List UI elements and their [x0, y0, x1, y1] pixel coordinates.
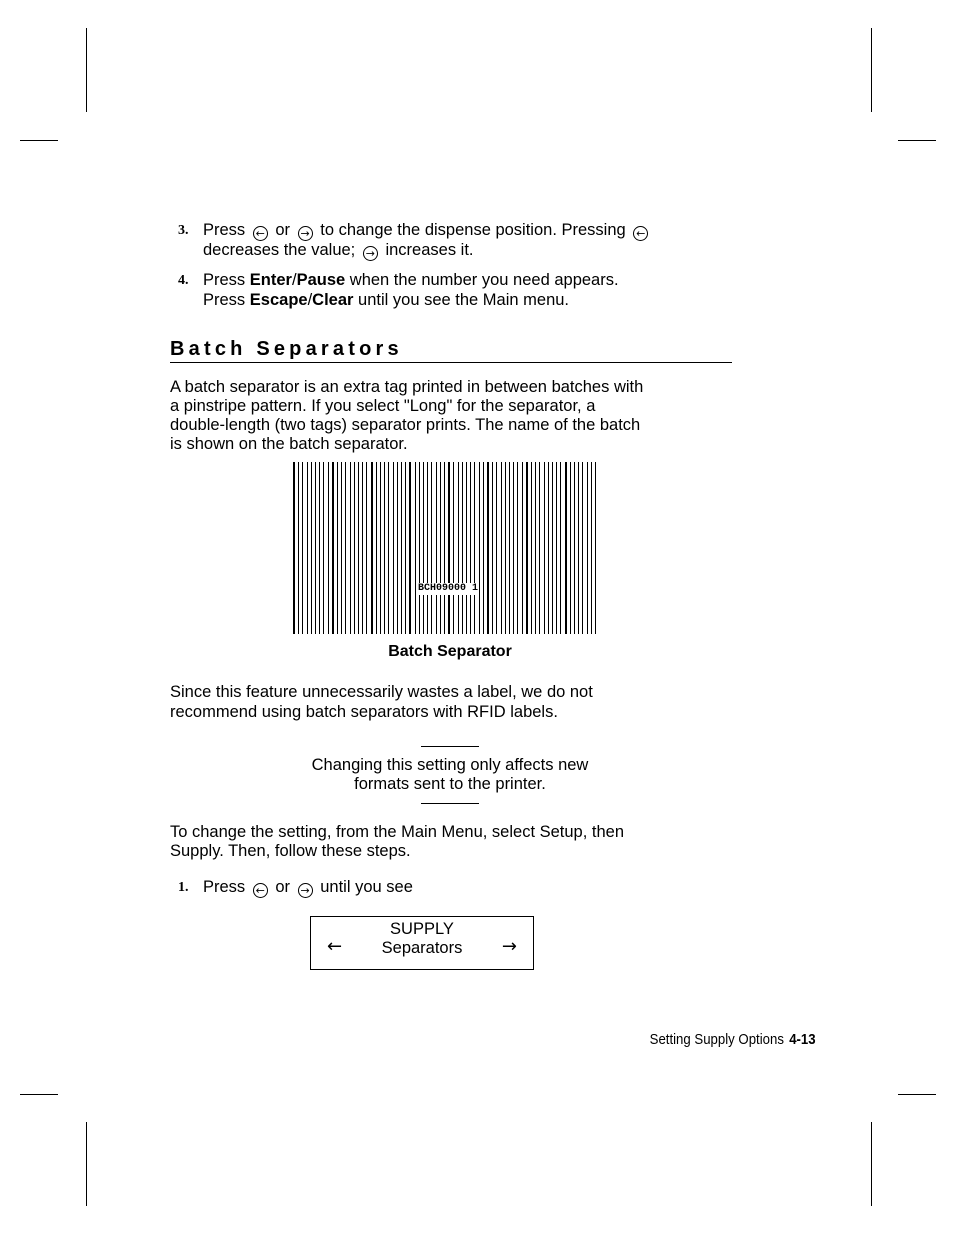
printer-display: [310, 916, 534, 970]
pinstripe-bar: [487, 462, 489, 634]
pinstripe-bar: [591, 462, 592, 634]
paragraph-line: A batch separator is an extra tag printed in between batches with: [170, 378, 644, 396]
pinstripe-bar: [517, 462, 518, 634]
section-title: Batch Separators: [170, 338, 403, 360]
crop-mark: [898, 140, 936, 141]
footer-section: Setting Supply Options: [650, 1031, 785, 1048]
step-text-part: or: [275, 221, 291, 239]
pinstripe-bar: [380, 462, 381, 634]
pinstripe-bar: [388, 462, 389, 634]
note-line: formats sent to the printer.: [354, 775, 546, 793]
pinstripe-bar: [582, 462, 583, 634]
pinstripe-bar: [311, 462, 312, 634]
step-text: [203, 221, 651, 261]
step-text-part: Press: [203, 290, 246, 309]
pinstripe-bar: [462, 462, 463, 634]
pinstripe-bar: [552, 462, 553, 634]
pinstripe-bar: [444, 462, 445, 634]
pinstripe-bar: [522, 462, 523, 634]
note: [170, 756, 730, 794]
pinstripe-bar: [358, 462, 359, 634]
step-line: [203, 241, 651, 261]
step-text-part: Press: [203, 878, 246, 896]
pinstripe-bar: [531, 462, 532, 634]
step-text-part: or: [275, 878, 291, 896]
note-rule-bottom: [421, 803, 479, 804]
right-arrow-key-icon: →: [298, 883, 313, 898]
pinstripe-bar: [384, 462, 385, 634]
paragraph-line: double-length (two tags) separator prints. The name of the batch: [170, 416, 641, 434]
paragraph-line: is shown on the batch separator.: [170, 435, 408, 453]
figure-caption: Batch Separator: [388, 643, 512, 660]
pinstripe-bar: [345, 462, 346, 634]
pinstripe-bar: [483, 462, 484, 634]
note-rule-top: [421, 746, 479, 747]
pinstripe-bar: [298, 462, 299, 634]
pinstripe-bar: [440, 462, 441, 634]
pinstripe-bar: [354, 462, 355, 634]
paragraph-line: Supply. Then, follow these steps.: [170, 842, 411, 860]
right-arrow-icon: →: [501, 936, 517, 957]
pinstripe-bar: [415, 462, 416, 634]
step-text-part: Press: [203, 271, 246, 289]
batch-name-label: BCH09000 1: [418, 583, 479, 594]
pinstripe-bar: [302, 462, 303, 634]
pinstripe-bar: [341, 462, 342, 634]
left-arrow-key-icon: ←: [633, 226, 648, 241]
left-arrow-key-icon: ←: [253, 883, 268, 898]
warning-paragraph: [170, 683, 593, 722]
step-text-part: when the number you need appears.: [349, 271, 619, 289]
pinstripe-bar: [362, 462, 363, 634]
pinstripe-bar: [565, 462, 567, 634]
paragraph-line: Since this feature unnecessarily wastes a label, we do not: [170, 683, 593, 701]
paragraph-line: To change the setting, from the Main Menu, select Setup, then: [170, 823, 625, 841]
intro-paragraph: [170, 378, 643, 454]
pinstripe-bar: [431, 462, 432, 634]
left-arrow-icon: ←: [327, 936, 343, 957]
pinstripe-bar: [501, 462, 502, 634]
pinstripe-bar: [474, 462, 475, 634]
pinstripe-bar: [448, 462, 450, 634]
pinstripe-bar: [409, 462, 411, 634]
pinstripe-bar: [371, 462, 373, 634]
page-footer: [650, 1030, 816, 1049]
pinstripe-bar: [509, 462, 510, 634]
pinstripe-bar: [513, 462, 514, 634]
crop-mark: [20, 140, 58, 141]
pinstripe-bar: [574, 462, 575, 634]
pinstripe-bar: [401, 462, 402, 634]
pinstripe-bar: [470, 462, 471, 634]
step-text-part: increases it.: [385, 241, 474, 259]
key-name: Clear: [312, 290, 354, 309]
step-text: [203, 878, 413, 898]
pinstripe-bar: [560, 462, 561, 634]
pinstripe-bar: [376, 462, 377, 634]
pinstripe-bar: [293, 462, 295, 634]
pinstripe-bar: [427, 462, 428, 634]
key-separator: /: [291, 271, 297, 289]
pinstripe-bar: [323, 462, 324, 634]
pinstripe-bar: [535, 462, 536, 634]
crop-mark: [86, 1122, 87, 1206]
pinstripe-bar: [496, 462, 497, 634]
section-rule: [170, 362, 732, 363]
paragraph-line: recommend using batch separators with RFID labels.: [170, 703, 558, 721]
step-number: 4.: [178, 273, 189, 288]
step-line: [203, 291, 619, 311]
pinstripe-bar: [587, 462, 588, 634]
step-number: 3.: [178, 223, 189, 238]
pinstripe-bar: [548, 462, 549, 634]
step-text-part: decreases the value;: [203, 241, 356, 259]
pinstripe-bar: [328, 462, 329, 634]
pinstripe-bar: [423, 462, 424, 634]
step-text-part: Press: [203, 221, 246, 239]
pinstripe-bar: [544, 462, 545, 634]
step-text-part: until you see the Main menu.: [358, 290, 570, 309]
instructions-paragraph: [170, 823, 624, 861]
pinstripe-bar: [397, 462, 398, 634]
crop-mark: [86, 28, 87, 112]
pinstripe-bar: [453, 462, 454, 634]
right-arrow-key-icon: →: [298, 226, 313, 241]
pinstripe-bar: [419, 462, 420, 634]
pinstripe-bar: [405, 462, 406, 634]
pinstripe-bar: [539, 462, 540, 634]
step-text-part: until you see: [320, 878, 413, 896]
pinstripe-bar: [492, 462, 493, 634]
key-name: Pause: [296, 271, 346, 289]
key-name: Escape: [249, 290, 308, 309]
note-line: Changing this setting only affects new: [311, 756, 589, 774]
crop-mark: [898, 1094, 936, 1095]
pinstripe-bar: [366, 462, 367, 634]
page-number: 4-13: [789, 1031, 816, 1048]
crop-mark: [871, 28, 872, 112]
crop-mark: [871, 1122, 872, 1206]
pinstripe-bar: [466, 462, 467, 634]
pinstripe-bar: [393, 462, 394, 634]
pinstripe-bar: [556, 462, 557, 634]
pinstripe-bar: [307, 462, 308, 634]
left-arrow-key-icon: ←: [253, 226, 268, 241]
pinstripe-bar: [479, 462, 480, 634]
pinstripe-bar: [436, 462, 437, 634]
pinstripe-bar: [570, 462, 571, 634]
display-line-1: SUPPLY: [390, 920, 454, 938]
paragraph-line: a pinstripe pattern. If you select "Long" for the separator, a: [170, 397, 596, 415]
right-arrow-key-icon: →: [363, 246, 378, 261]
crop-mark: [20, 1094, 58, 1095]
pinstripe-bar: [505, 462, 506, 634]
step-line: [203, 271, 619, 291]
step-number: 1.: [178, 880, 189, 895]
pinstripe-bar: [350, 462, 351, 634]
step-line: [203, 221, 651, 241]
pinstripe-bar: [578, 462, 579, 634]
pinstripe-bar: [595, 462, 596, 634]
batch-separator-image: [292, 462, 600, 634]
pinstripe-bar: [458, 462, 459, 634]
display-line-2: Separators: [381, 939, 463, 957]
pinstripe-bar: [315, 462, 316, 634]
key-name: Enter: [249, 271, 292, 289]
key-separator: /: [307, 290, 313, 309]
pinstripe-bar: [337, 462, 338, 634]
pinstripe-bar: [319, 462, 320, 634]
pinstripe-bar: [332, 462, 334, 634]
step-text: [203, 271, 619, 310]
step-text-part: to change the dispense position. Pressing: [320, 221, 626, 239]
pinstripe-bar: [526, 462, 528, 634]
